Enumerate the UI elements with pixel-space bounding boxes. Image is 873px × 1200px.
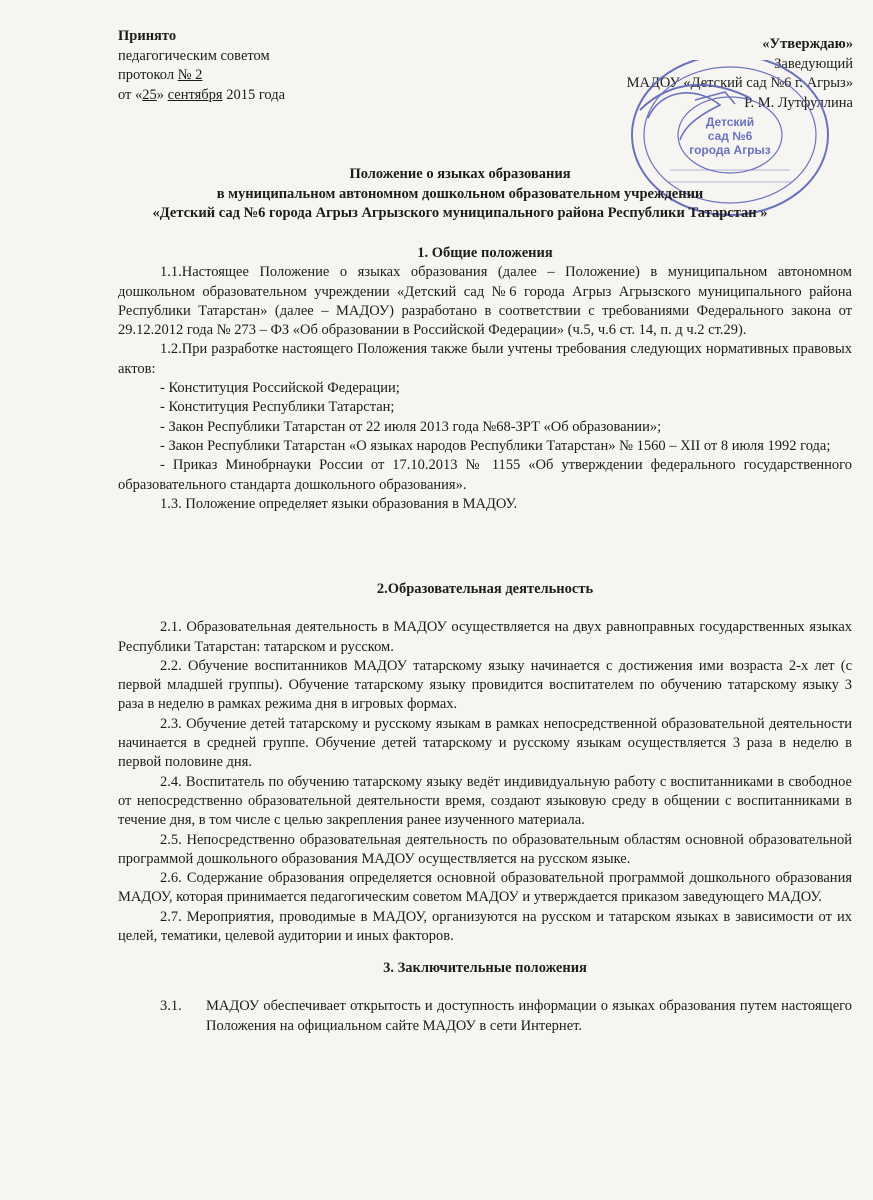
approved-by-block bbox=[118, 27, 285, 105]
protocol-prefix: протокол bbox=[118, 67, 178, 83]
stamp-text-3: города Агрыз bbox=[689, 143, 771, 157]
protocol-number: № 2 bbox=[177, 67, 203, 83]
document-title bbox=[100, 165, 820, 224]
section-general-provisions bbox=[118, 244, 852, 514]
list-item: - Конституция Республики Татарстан; bbox=[160, 399, 395, 416]
list-item: - Закон Республики Татарстан от 22 июля 2013 года №68-ЗРТ «Об образовании»; bbox=[160, 418, 662, 435]
institution-name: МАДОУ «Детский сад №6 г. Агрыз» bbox=[626, 75, 853, 91]
paragraph-2-1: 2.1. Образовательная деятельность в МАДОУ осуществляется на двух равноправных государственных языках Республики Татарстан: татарском и русском. bbox=[118, 619, 852, 655]
item-text: МАДОУ обеспечивает открытость и доступность информации о языках образования путем настоящего Положения на официальном сайте МАДОУ в сети Интернет. bbox=[206, 998, 852, 1034]
date-year: 2015 года bbox=[222, 86, 286, 103]
protocol-date bbox=[118, 86, 285, 106]
paragraph-1-2: 1.2.При разработке настоящего Положения также были учтены требования следующих нормативных правовых актов: bbox=[118, 341, 852, 377]
item-number: 3.1. bbox=[160, 998, 182, 1015]
date-part-b: » bbox=[156, 86, 168, 103]
date-day: 25 bbox=[142, 86, 157, 103]
approve-label: «Утверждаю» bbox=[762, 36, 853, 52]
list-item: - Конституция Российской Федерации; bbox=[160, 380, 400, 397]
paragraph-2-5: 2.5. Непосредственно образовательная деятельность по образовательным областям основной образовательной программой дошкольного образования МАДОУ осуществляется на русском языке. bbox=[118, 831, 852, 867]
paragraph-1-3: 1.3. Положение определяет языки образования в МАДОУ. bbox=[160, 495, 518, 512]
paragraph-2-2: 2.2. Обучение воспитанников МАДОУ татарскому языку начинается с достижения ими возраста 2-х лет (с первой младшей группы). Обучение татарскому языку провидится воспитателем по обучению татарскому языку 3 раза в неделю в рамках режима дня в игровых формах. bbox=[118, 657, 852, 713]
title-line-3: «Детский сад №6 города Агрыз Агрызского муниципального района Республики Татарстан » bbox=[152, 205, 768, 221]
protocol-line bbox=[118, 66, 285, 86]
section2-heading: 2.Образовательная деятельность bbox=[376, 581, 594, 597]
head-position: Заведующий bbox=[774, 55, 853, 72]
section-final-provisions bbox=[118, 959, 852, 1036]
paragraph-2-6: 2.6. Содержание образования определяется основной образовательной программой дошкольного образования МАДОУ, которая принимается педагогическим советом МАДОУ и утверждается приказом заведующего МАДОУ. bbox=[118, 870, 852, 906]
section3-heading: 3. Заключительные положения bbox=[383, 960, 587, 976]
paragraph-1-1: 1.1.Настоящее Положение о языках образования (далее – Положение) в муниципальном автономном дошкольном образовательном учреждении «Детский сад №6 города Агрыз Агрызского муниципального района Республики Татарстан» (далее – МАДОУ) разработано в соответствии с требованиями Федерального закона от 29.12.2012 года № 273 – ФЗ «Об образовании в Российской Федерации» (ч.5, ч.6 ст. 14, п. д ч.2 ст.29). bbox=[118, 264, 852, 339]
approved-label: Принято bbox=[118, 28, 177, 44]
section1-heading: 1. Общие положения bbox=[417, 245, 553, 261]
head-name: Р. М. Лутфуллина bbox=[744, 94, 853, 111]
list-item: - Приказ Минобрнауки России от 17.10.2013 № 1155 «Об утверждении федерального государственного образовательного стандарта дошкольного образования». bbox=[118, 457, 852, 493]
date-part-a: от « bbox=[118, 86, 143, 103]
paragraph-3-1 bbox=[118, 997, 852, 1036]
approved-body: педагогическим советом bbox=[118, 47, 270, 64]
title-line-2: в муниципальном автономном дошкольном образовательном учреждении bbox=[216, 185, 704, 202]
section-educational-activity bbox=[118, 580, 852, 946]
stamp-text-1: Детский bbox=[705, 115, 755, 129]
list-item: - Закон Республики Татарстан «О языках народов Республики Татарстан» № 1560 – XII от 8 июля 1992 года; bbox=[160, 437, 831, 454]
paragraph-2-3: 2.3. Обучение детей татарскому и русскому языкам в рамках непосредственной образовательной деятельности начинается в средней группе. Обучение детей татарскому и русскому языкам осуществляется 3 раза в неделю в первой половине дня. bbox=[118, 715, 852, 771]
stamp-text-2: сад №6 bbox=[707, 129, 753, 143]
paragraph-2-4: 2.4. Воспитатель по обучению татарскому языку ведёт индивидуальную работу с воспитанниками в свободное от непосредственно образовательной деятельности время, создают языковую среду в общении с воспитанниками в течение дня, в том числе с целью закрепления ранее изученного материала. bbox=[118, 773, 852, 829]
paragraph-2-7: 2.7. Мероприятия, проводимые в МАДОУ, организуются на русском и татарском языках в зависимости от их целей, тематики, целевой аудитории и иных факторов. bbox=[118, 908, 852, 945]
date-month: сентября bbox=[167, 86, 223, 103]
title-line-1: Положение о языках образования bbox=[349, 166, 571, 182]
